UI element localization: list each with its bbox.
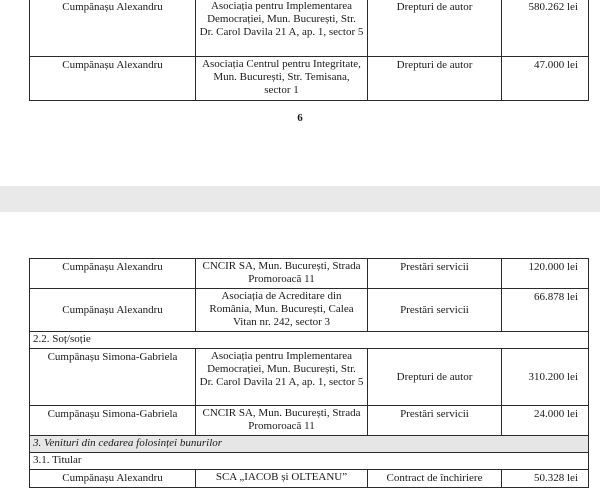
income-source-cell: Asociația Centrul pentru Integritate, Mun. București, Str. Temisana, sector 1 — [196, 57, 368, 101]
section-row — [30, 436, 589, 453]
table-row — [30, 349, 589, 406]
income-amount-cell: 120.000 lei — [502, 259, 589, 289]
beneficiary-cell: Cumpănașu Simona-Gabriela — [30, 349, 196, 406]
income-amount-cell: 580.262 lei — [502, 0, 589, 57]
income-source-cell: Asociația pentru Implementarea Democrației, Mun. București, Str. Dr. Carol Davila 21 A, ap. 1, sector 5 — [196, 349, 368, 406]
income-amount-cell: 310.200 lei — [502, 349, 589, 406]
section-row — [30, 332, 589, 349]
service-type-cell: Contract de închiriere — [368, 470, 502, 488]
table-row — [30, 57, 589, 101]
income-source-cell: Asociația de Acreditare din România, Mun. București, Calea Vitan nr. 242, sector 3 — [196, 289, 368, 332]
page-separator — [0, 186, 600, 212]
income-table-bottom — [29, 258, 589, 488]
income-amount-cell: 24.000 lei — [502, 406, 589, 436]
table-row — [30, 406, 589, 436]
income-source-cell: SCA „IACOB și OLTEANU” — [196, 470, 368, 488]
document-page-top — [0, 0, 600, 186]
beneficiary-cell: Cumpănașu Alexandru — [30, 0, 196, 57]
service-type-cell: Prestări servicii — [368, 406, 502, 436]
service-type-cell: Drepturi de autor — [368, 57, 502, 101]
table-row — [30, 470, 589, 488]
page-number: 6 — [297, 112, 303, 124]
beneficiary-cell: Cumpănașu Alexandru — [30, 289, 196, 332]
table-row — [30, 289, 589, 332]
income-source-cell: Asociația pentru Implementarea Democrației, Mun. București, Str. Dr. Carol Davila 21 A, ap. 1, sector 5 — [196, 0, 368, 57]
beneficiary-cell: Cumpănașu Alexandru — [30, 57, 196, 101]
section-row — [30, 453, 589, 470]
income-source-cell: CNCIR SA, Mun. București, Strada Promoroacă 11 — [196, 259, 368, 289]
section-goods-heading: 3. Venituri din cedarea folosinței bunurilor — [30, 436, 589, 453]
service-type-cell: Prestări servicii — [368, 289, 502, 332]
service-type-cell: Drepturi de autor — [368, 349, 502, 406]
section-holder-heading: 3.1. Titular — [30, 453, 589, 470]
section-spouse-heading: 2.2. Soț/soție — [30, 332, 589, 349]
table-row — [30, 259, 589, 289]
beneficiary-cell: Cumpănașu Alexandru — [30, 259, 196, 289]
income-amount-cell: 47.000 lei — [502, 57, 589, 101]
beneficiary-cell: Cumpănașu Simona-Gabriela — [30, 406, 196, 436]
service-type-cell: Prestări servicii — [368, 259, 502, 289]
income-source-cell: CNCIR SA, Mun. București, Strada Promoroacă 11 — [196, 406, 368, 436]
income-amount-cell: 50.328 lei — [502, 470, 589, 488]
document-page-bottom — [0, 212, 600, 490]
table-row — [30, 0, 589, 57]
beneficiary-cell: Cumpănașu Alexandru — [30, 470, 196, 488]
income-amount-cell: 66.878 lei — [502, 289, 589, 332]
service-type-cell: Drepturi de autor — [368, 0, 502, 57]
income-table-top — [29, 0, 589, 101]
